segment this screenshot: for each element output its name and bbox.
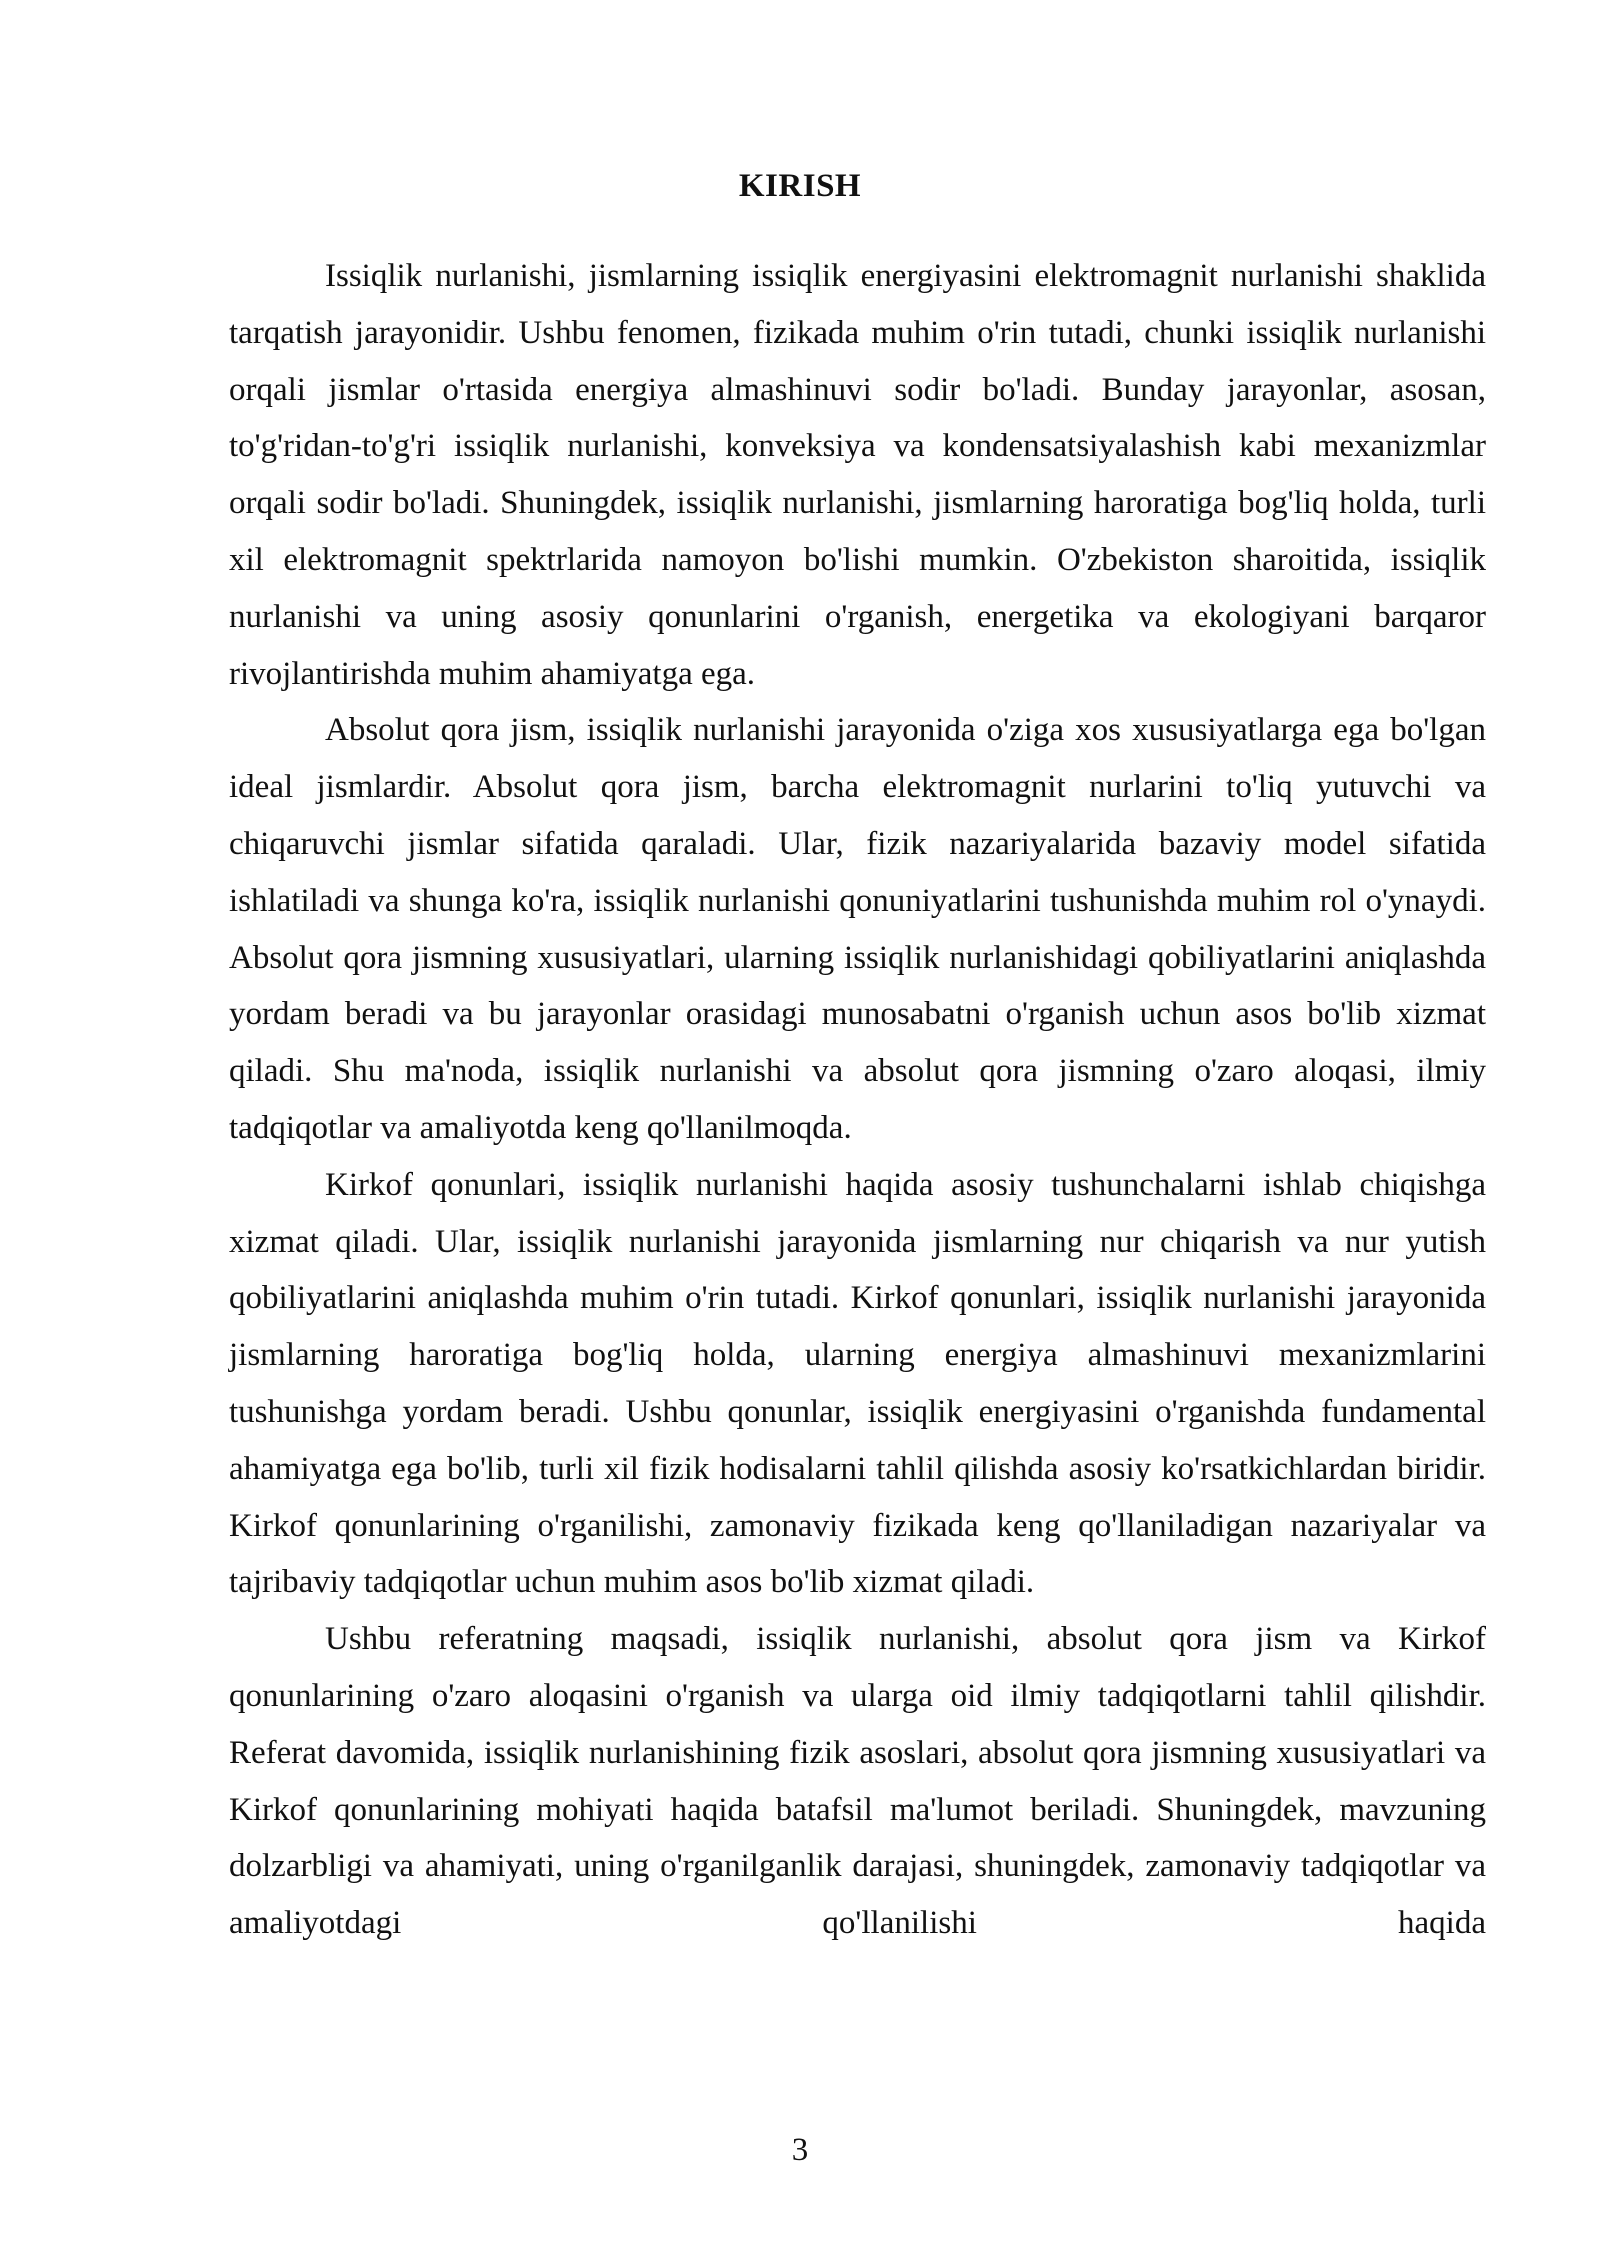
document-body <box>229 248 1486 1952</box>
paragraph-black-body: Absolut qora jism, issiqlik nurlanishi jarayonida o'ziga xos xususiyatlarga ega bo'lgan ideal jismlardir. Absolut qora jism, barcha elektromagnit nurlarini to'liq yutuvchi va chiqaruvchi jismlar sifatida qaraladi. Ular, fizik nazariyalarida bazaviy model sifatida ishlatiladi va shunga ko'ra, issiqlik nurlanishi qonuniyatlarini tushunishda muhim rol o'ynaydi. Absolut qora jismning xususiyatlari, ularning issiqlik nurlanishidagi qobiliyatlarini aniqlashda yordam beradi va bu jarayonlar orasidagi munosabatni o'rganish uchun asos bo'lib xizmat qiladi. Shu ma'noda, issiqlik nurlanishi va absolut qora jismning o'zaro aloqasi, ilmiy tadqiqotlar va amaliyotda keng qo'llanilmoqda. <box>229 712 1486 1146</box>
page-title: KIRISH <box>738 168 862 204</box>
paragraph-introduction: Issiqlik nurlanishi, jismlarning issiqlik energiyasini elektromagnit nurlanishi shaklida tarqatish jarayonidir. Ushbu fenomen, fizikada muhim o'rin tutadi, chunki issiqlik nurlanishi orqali jismlar o'rtasida energiya almashinuvi sodir bo'ladi. Bunday jarayonlar, asosan, to'g'ridan-to'g'ri issiqlik nurlanishi, konveksiya va kondensatsiyalashish kabi mexanizmlar orqali sodir bo'ladi. Shuningdek, issiqlik nurlanishi, jismlarning haroratiga bog'liq holda, turli xil elektromagnit spektrlarida namoyon bo'lishi mumkin. O'zbekiston sharoitida, issiqlik nurlanishi va uning asosiy qonunlarini o'rganish, energetika va ekologiyani barqaror rivojlantirishda muhim ahamiyatga ega. <box>229 258 1486 692</box>
paragraph-purpose: Ushbu referatning maqsadi, issiqlik nurlanishi, absolut qora jism va Kirkof qonunlarining o'zaro aloqasini o'rganish va ularga oid ilmiy tadqiqotlarni tahlil qilishdir. Referat davomida, issiqlik nurlanishining fizik asoslari, absolut qora jismning xususiyatlari va Kirkof qonunlarining mohiyati haqida batafsil ma'lumot beriladi. Shuningdek, mavzuning dolzarbligi va ahamiyati, uning o'rganilganlik darajasi, shuningdek, zamonaviy tadqiqotlar va amaliyotdagi qo'llanilishi haqida <box>229 1621 1486 1942</box>
page-number: 3 <box>791 2132 809 2168</box>
paragraph-kirchhoff-laws: Kirkof qonunlari, issiqlik nurlanishi haqida asosiy tushunchalarni ishlab chiqishga xizmat qiladi. Ular, issiqlik nurlanishi jarayonida jismlarning nur chiqarish va nur yutish qobiliyatlarini aniqlashda muhim o'rin tutadi. Kirkof qonunlari, issiqlik nurlanishi jarayonida jismlarning haroratiga bog'liq holda, ularning energiya almashinuvi mexanizmlarini tushunishga yordam beradi. Ushbu qonunlar, issiqlik energiyasini o'rganishda fundamental ahamiyatga ega bo'lib, turli xil fizik hodisalarni tahlil qilishda asosiy ko'rsatkichlardan biridir. Kirkof qonunlarining o'rganilishi, zamonaviy fizikada keng qo'llaniladigan nazariyalar va tajribaviy tadqiqotlar uchun muhim asos bo'lib xizmat qiladi. <box>229 1166 1486 1601</box>
